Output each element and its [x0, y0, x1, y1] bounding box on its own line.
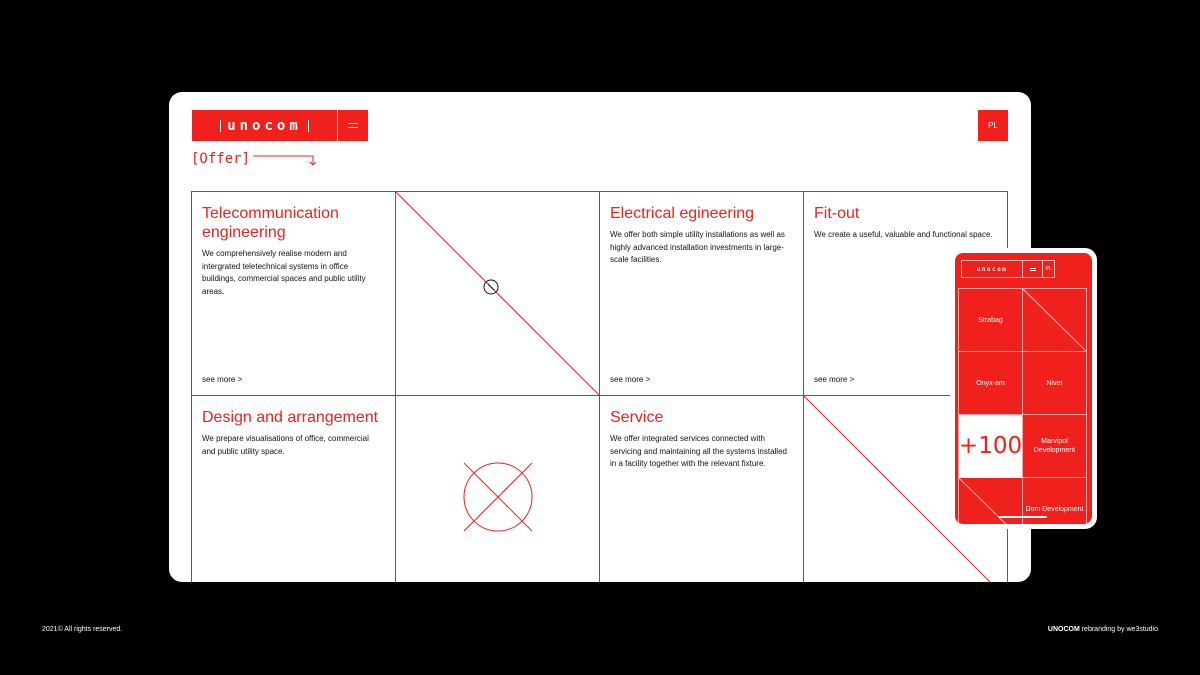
offer-card-telecommunication[interactable]	[192, 192, 396, 396]
see-more-link[interactable]: see more >	[202, 375, 243, 384]
card-title: Design and arrangement	[202, 409, 379, 426]
client-tile[interactable]: Strabag	[959, 289, 1023, 352]
decorative-diagonal-tile	[396, 192, 600, 396]
clients-counter	[959, 415, 1023, 478]
mobile-screen	[955, 253, 1092, 524]
client-tile[interactable]: Niver	[1023, 352, 1087, 415]
card-title: Service	[610, 409, 664, 426]
counter-value: +100	[959, 415, 1022, 478]
crossed-circle-icon	[396, 396, 600, 582]
mobile-logo[interactable]: unocom	[976, 265, 1008, 273]
offer-card-design[interactable]	[192, 396, 396, 582]
mobile-language-button[interactable]: PL	[1043, 260, 1055, 278]
hamburger-icon	[348, 123, 358, 128]
decorative-crossed-circle-tile	[396, 396, 600, 582]
hamburger-icon	[1030, 268, 1036, 271]
decorative-diagonal-tile	[1023, 289, 1087, 352]
card-title: Fit-out	[814, 205, 860, 222]
footer-copyright: 2021© All rights reserved.	[42, 626, 123, 633]
mobile-header	[961, 260, 1043, 278]
offer-card-service[interactable]	[600, 396, 804, 582]
offer-card-electrical[interactable]	[600, 192, 804, 396]
card-title: Electrical egineering	[610, 205, 755, 222]
menu-button[interactable]	[337, 110, 368, 141]
mobile-menu-button[interactable]	[1022, 261, 1042, 277]
section-title: [Offer]	[191, 151, 251, 167]
card-text: We offer both simple utility installations as well as highly advanced installation investments in large-scale facilities.	[610, 230, 785, 264]
card-text: We offer integrated services connected with servicing and maintaining all the systems installed in a facility together with the relevant fixture.	[610, 434, 787, 468]
card-text: We create a useful, valuable and functional space.	[814, 230, 993, 239]
diagonal-line-icon	[1023, 289, 1087, 352]
client-tile[interactable]: Dom Development	[1023, 478, 1087, 524]
footer-brand: UNOCOM	[1047, 626, 1080, 633]
language-button[interactable]: PL	[978, 110, 1008, 141]
footer-credit	[1048, 626, 1158, 633]
see-more-link[interactable]: see more >	[814, 375, 855, 384]
desktop-browser-mockup	[169, 92, 1031, 582]
card-text: We comprehensively realise modern and intergrated teletechnical systems in office buildings, commercial spaces and public utility areas.	[202, 249, 366, 296]
header-logo-bar	[192, 110, 368, 141]
arrow-down-right-icon	[253, 153, 317, 167]
diagonal-line-icon	[396, 192, 600, 396]
unocom-logo[interactable]	[192, 110, 337, 141]
offer-grid	[191, 191, 1008, 582]
client-tile[interactable]: Onyx-am	[959, 352, 1023, 415]
card-title: Telecommunication engineering	[202, 205, 339, 241]
card-text: We prepare visualisations of office, commercial and public utility space.	[202, 434, 369, 456]
clients-grid	[958, 288, 1087, 524]
logo-text: unocom	[220, 120, 309, 132]
client-tile[interactable]: Marvipol Development	[1023, 415, 1087, 478]
home-indicator	[999, 516, 1047, 518]
footer-credit-text: rebranding by we3studio	[1079, 626, 1158, 633]
mobile-phone-mockup	[950, 248, 1097, 529]
see-more-link[interactable]: see more >	[610, 375, 651, 384]
